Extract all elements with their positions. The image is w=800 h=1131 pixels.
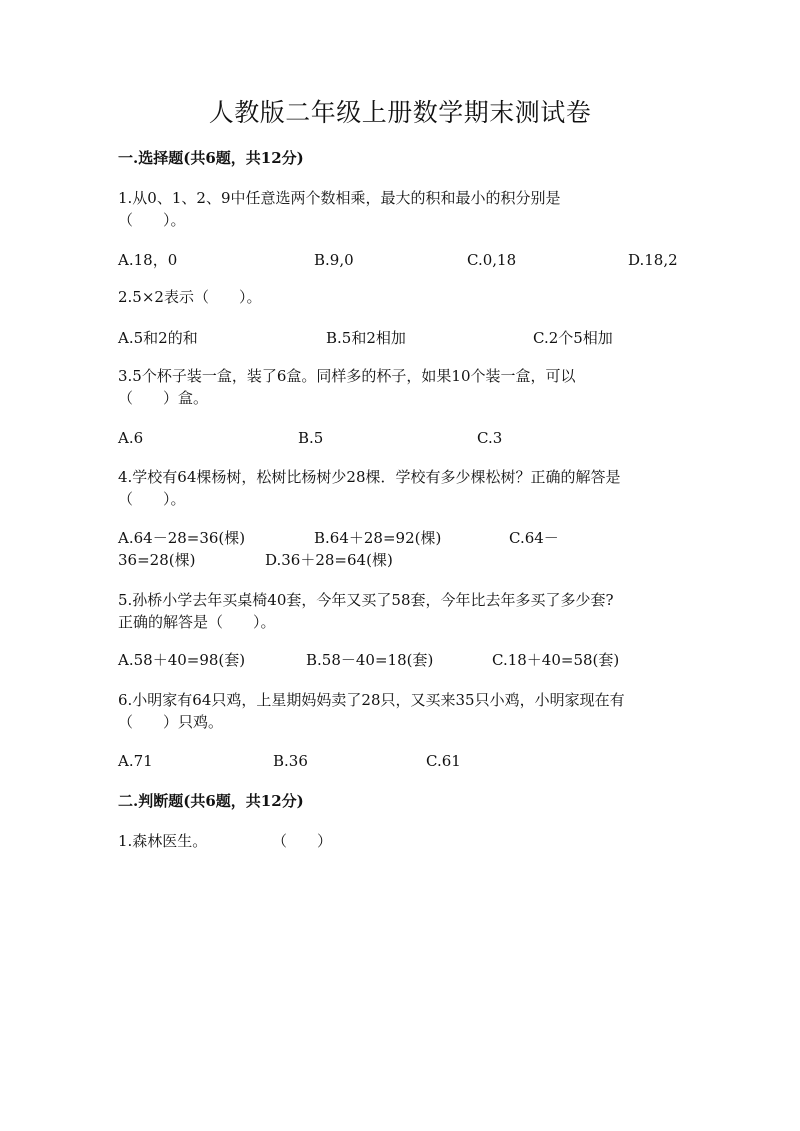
question-1-option-d: D.18,2	[628, 251, 678, 269]
question-4-stem-line-1: 4.学校有64棵杨树，松树比杨树少28棵．学校有多少棵松树？正确的解答是	[118, 468, 621, 486]
question-2-option-c: C.2个5相加	[533, 329, 613, 347]
question-4-stem-line-2: （ ）。	[118, 490, 186, 508]
question-5-stem-line-2: 正确的解答是（ ）。	[118, 613, 276, 631]
question-1-stem-line-2: （ ）。	[118, 211, 186, 229]
question-6-option-b: B.36	[273, 752, 308, 770]
question-4-option-c-continued: 36=28(棵)	[118, 551, 196, 569]
question-1-stem-line-1: 1.从0、1、2、9中任意选两个数相乘，最大的积和最小的积分别是	[118, 189, 561, 207]
question-1-option-b: B.9,0	[314, 251, 354, 269]
question-6-option-a: A.71	[118, 752, 153, 770]
judge-question-1-answer-blank: （ ）	[272, 832, 333, 850]
question-6-stem-line-1: 6.小明家有64只鸡，上星期妈妈卖了28只，又买来35只小鸡，小明家现在有	[118, 691, 625, 709]
question-4-option-c: C.64－	[509, 529, 559, 547]
question-5-stem-line-1: 5.孙桥小学去年买桌椅40套，今年又买了58套，今年比去年多买了多少套?	[118, 591, 614, 609]
exam-title: 人教版二年级上册数学期末测试卷	[208, 98, 592, 127]
question-3-option-a: A.6	[118, 429, 144, 447]
section-heading-true-false: 二.判断题(共6题，共12分)	[118, 792, 304, 810]
question-5-option-b: B.58－40=18(套)	[306, 651, 434, 669]
question-1-option-c: C.0,18	[467, 251, 517, 269]
question-1-option-a: A.18，0	[118, 251, 178, 269]
question-6-option-c: C.61	[426, 752, 461, 770]
question-3-stem-line-2: （ ）盒。	[118, 389, 209, 407]
question-4-option-b: B.64＋28=92(棵)	[314, 529, 442, 547]
judge-question-1-stem: 1.森林医生。	[118, 832, 208, 850]
question-5-option-c: C.18＋40=58(套)	[492, 651, 620, 669]
question-2-stem-line-1: 2.5×2表示（ ）。	[118, 288, 262, 306]
question-3-option-c: C.3	[477, 429, 503, 447]
section-heading-multiple-choice: 一.选择题(共6题，共12分)	[118, 149, 304, 167]
question-5-option-a: A.58＋40=98(套)	[118, 651, 246, 669]
question-3-stem-line-1: 3.5个杯子装一盒，装了6盒。同样多的杯子，如果10个装一盒，可以	[118, 367, 576, 385]
question-4-option-a: A.64－28=36(棵)	[118, 529, 246, 547]
question-2-option-a: A.5和2的和	[118, 329, 198, 347]
question-3-option-b: B.5	[298, 429, 324, 447]
question-6-stem-line-2: （ ）只鸡。	[118, 713, 224, 731]
question-2-option-b: B.5和2相加	[326, 329, 406, 347]
question-4-option-d: D.36＋28=64(棵)	[265, 551, 393, 569]
